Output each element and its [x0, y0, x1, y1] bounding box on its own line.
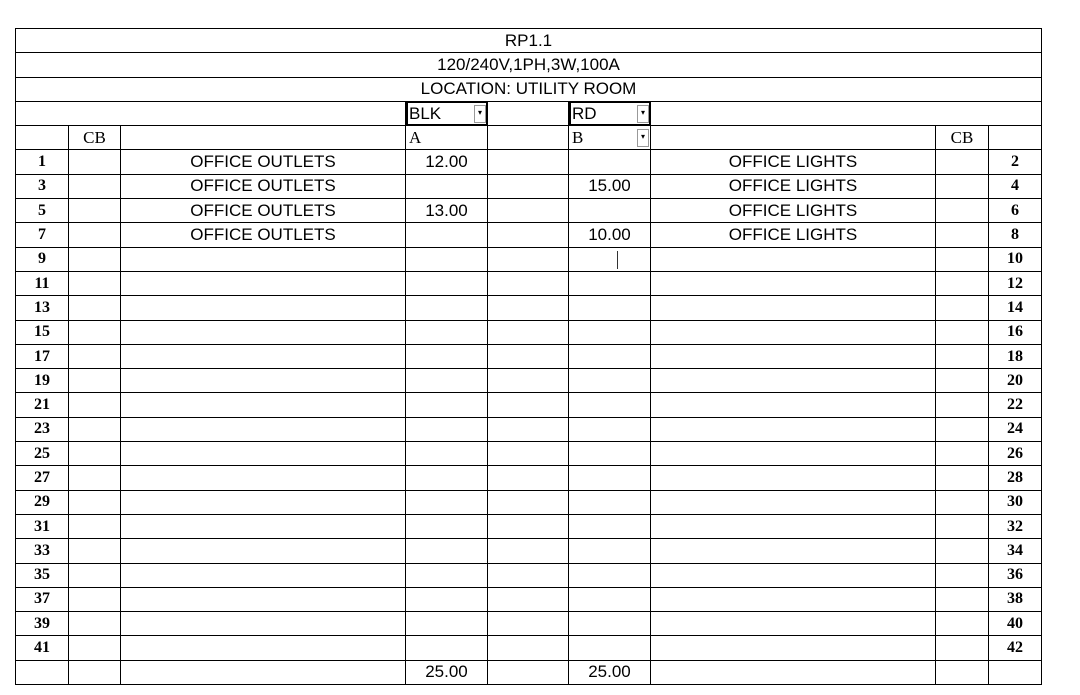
load-phase-b-cell[interactable]	[569, 442, 651, 466]
circuit-description-right[interactable]	[651, 417, 936, 441]
circuit-description-right[interactable]	[651, 563, 936, 587]
empty-cell[interactable]	[936, 660, 989, 684]
dropdown-arrow-icon[interactable]: ▾	[637, 105, 649, 123]
empty-cell[interactable]	[488, 563, 569, 587]
empty-cell[interactable]	[16, 101, 406, 125]
circuit-row	[16, 612, 1042, 636]
circuit-description-right[interactable]	[651, 296, 936, 320]
circuit-description-left[interactable]	[121, 296, 406, 320]
circuit-number-right[interactable]: 8	[989, 223, 1042, 247]
circuit-description-left[interactable]	[121, 393, 406, 417]
load-phase-a-cell[interactable]	[406, 344, 488, 368]
circuit-number-left[interactable]: 31	[16, 514, 69, 538]
empty-cell[interactable]	[121, 126, 406, 150]
load-phase-a-cell[interactable]	[406, 587, 488, 611]
circuit-number-right[interactable]: 28	[989, 466, 1042, 490]
cb-cell-left[interactable]	[69, 612, 121, 636]
load-phase-b-cell[interactable]	[569, 514, 651, 538]
cb-cell-right[interactable]	[936, 587, 989, 611]
circuit-description-right[interactable]	[651, 490, 936, 514]
circuit-row	[16, 247, 1042, 271]
panel-schedule-table	[15, 28, 1042, 685]
cb-cell-left[interactable]	[69, 417, 121, 441]
circuit-description-left[interactable]	[121, 563, 406, 587]
cb-cell-right[interactable]	[936, 296, 989, 320]
empty-cell[interactable]	[488, 442, 569, 466]
circuit-number-left[interactable]: 41	[16, 636, 69, 660]
cb-cell-right[interactable]	[936, 466, 989, 490]
circuit-number-right[interactable]: 10	[989, 247, 1042, 271]
empty-cell[interactable]	[69, 660, 121, 684]
cb-cell-left[interactable]	[69, 442, 121, 466]
circuit-description-left[interactable]	[121, 636, 406, 660]
load-phase-b-cell[interactable]	[569, 636, 651, 660]
circuit-number-right[interactable]: 42	[989, 636, 1042, 660]
circuit-description-right[interactable]: OFFICE LIGHTS	[651, 174, 936, 198]
load-phase-b-cell[interactable]	[569, 369, 651, 393]
load-phase-a-cell[interactable]	[406, 320, 488, 344]
cb-cell-left[interactable]	[69, 563, 121, 587]
load-phase-a-cell[interactable]	[406, 393, 488, 417]
phase-b-label: B	[572, 127, 584, 147]
empty-cell[interactable]	[989, 126, 1042, 150]
circuit-row	[16, 369, 1042, 393]
empty-cell[interactable]	[488, 612, 569, 636]
load-phase-b-cell[interactable]	[569, 563, 651, 587]
empty-cell[interactable]	[16, 126, 69, 150]
circuit-description-right[interactable]	[651, 466, 936, 490]
load-phase-b-cell[interactable]	[569, 271, 651, 295]
cb-cell-right[interactable]	[936, 174, 989, 198]
load-phase-a-cell[interactable]	[406, 539, 488, 563]
circuit-description-left[interactable]	[121, 539, 406, 563]
circuit-description-left[interactable]	[121, 490, 406, 514]
circuit-description-left[interactable]	[121, 271, 406, 295]
circuit-description-right[interactable]	[651, 320, 936, 344]
circuit-number-left[interactable]: 17	[16, 344, 69, 368]
totals-row	[16, 660, 1042, 684]
empty-cell[interactable]	[488, 466, 569, 490]
cb-header-right: CB	[936, 126, 989, 150]
circuit-number-left[interactable]: 7	[16, 223, 69, 247]
cb-cell-right[interactable]	[936, 150, 989, 174]
empty-cell[interactable]	[488, 150, 569, 174]
empty-cell[interactable]	[488, 296, 569, 320]
empty-cell[interactable]	[488, 247, 569, 271]
cb-cell-left[interactable]	[69, 344, 121, 368]
circuit-number-left[interactable]: 11	[16, 271, 69, 295]
load-phase-a-cell[interactable]	[406, 247, 488, 271]
load-phase-a-cell[interactable]: 12.00	[406, 150, 488, 174]
circuit-number-right[interactable]: 2	[989, 150, 1042, 174]
cb-cell-left[interactable]	[69, 393, 121, 417]
circuit-number-right[interactable]: 12	[989, 271, 1042, 295]
load-phase-b-cell[interactable]	[569, 247, 651, 271]
circuit-number-right[interactable]: 6	[989, 199, 1042, 223]
load-phase-a-cell[interactable]: 13.00	[406, 199, 488, 223]
empty-cell[interactable]	[16, 660, 69, 684]
empty-cell[interactable]	[651, 101, 1042, 125]
empty-cell[interactable]	[488, 636, 569, 660]
load-phase-a-cell[interactable]	[406, 466, 488, 490]
circuit-row	[16, 514, 1042, 538]
cb-cell-left[interactable]	[69, 320, 121, 344]
total-phase-b[interactable]: 25.00	[569, 660, 651, 684]
circuit-number-right[interactable]: 40	[989, 612, 1042, 636]
cb-cell-right[interactable]	[936, 320, 989, 344]
circuit-description-right[interactable]	[651, 344, 936, 368]
load-phase-a-cell[interactable]	[406, 612, 488, 636]
cb-cell-right[interactable]	[936, 199, 989, 223]
circuit-row	[16, 490, 1042, 514]
circuit-description-left[interactable]	[121, 612, 406, 636]
empty-cell[interactable]	[651, 126, 936, 150]
empty-cell[interactable]	[488, 174, 569, 198]
empty-cell[interactable]	[488, 369, 569, 393]
cb-cell-left[interactable]	[69, 636, 121, 660]
cb-cell-left[interactable]	[69, 514, 121, 538]
circuit-row	[16, 417, 1042, 441]
cb-cell-right[interactable]	[936, 417, 989, 441]
circuit-number-right[interactable]: 4	[989, 174, 1042, 198]
circuit-description-left[interactable]	[121, 442, 406, 466]
load-phase-b-cell[interactable]	[569, 344, 651, 368]
panel-location-cell[interactable]: LOCATION: UTILITY ROOM	[16, 77, 1042, 101]
circuit-number-right[interactable]: 38	[989, 587, 1042, 611]
circuit-description-left[interactable]	[121, 369, 406, 393]
circuit-row	[16, 150, 1042, 174]
cb-cell-right[interactable]	[936, 369, 989, 393]
circuit-number-left[interactable]: 33	[16, 539, 69, 563]
circuit-number-right[interactable]: 30	[989, 490, 1042, 514]
cb-cell-left[interactable]	[69, 369, 121, 393]
empty-cell[interactable]	[121, 660, 406, 684]
circuit-number-right[interactable]: 34	[989, 539, 1042, 563]
load-phase-a-cell[interactable]	[406, 369, 488, 393]
circuit-row	[16, 223, 1042, 247]
cb-cell-left[interactable]	[69, 223, 121, 247]
panel-rating-cell[interactable]: 120/240V,1PH,3W,100A	[16, 53, 1042, 77]
dropdown-arrow-icon[interactable]: ▾	[474, 105, 486, 123]
empty-cell[interactable]	[488, 587, 569, 611]
circuit-row	[16, 199, 1042, 223]
circuit-description-left[interactable]	[121, 320, 406, 344]
cb-cell-left[interactable]	[69, 587, 121, 611]
circuit-row	[16, 271, 1042, 295]
load-phase-b-cell[interactable]	[569, 150, 651, 174]
load-phase-b-cell[interactable]	[569, 466, 651, 490]
circuit-number-right[interactable]: 14	[989, 296, 1042, 320]
load-phase-b-cell[interactable]	[569, 612, 651, 636]
phase-a-color-dropdown[interactable]	[406, 101, 488, 125]
circuit-number-left[interactable]: 25	[16, 442, 69, 466]
circuit-description-right[interactable]	[651, 247, 936, 271]
cb-cell-left[interactable]	[69, 271, 121, 295]
cb-cell-left[interactable]	[69, 490, 121, 514]
circuit-number-right[interactable]: 24	[989, 417, 1042, 441]
circuit-description-left[interactable]	[121, 247, 406, 271]
load-phase-b-cell[interactable]	[569, 320, 651, 344]
circuit-row	[16, 636, 1042, 660]
circuit-number-right[interactable]: 36	[989, 563, 1042, 587]
circuit-description-left[interactable]: OFFICE OUTLETS	[121, 223, 406, 247]
circuit-number-left[interactable]: 15	[16, 320, 69, 344]
circuit-row	[16, 344, 1042, 368]
circuit-description-right[interactable]	[651, 271, 936, 295]
empty-cell[interactable]	[488, 539, 569, 563]
load-phase-b-cell[interactable]	[569, 199, 651, 223]
empty-cell[interactable]	[488, 393, 569, 417]
empty-cell[interactable]	[488, 126, 569, 150]
load-phase-a-cell[interactable]	[406, 514, 488, 538]
circuit-number-left[interactable]: 35	[16, 563, 69, 587]
load-phase-a-cell[interactable]	[406, 174, 488, 198]
cb-cell-left[interactable]	[69, 539, 121, 563]
load-phase-a-cell[interactable]	[406, 223, 488, 247]
cb-cell-right[interactable]	[936, 344, 989, 368]
load-phase-b-cell[interactable]	[569, 296, 651, 320]
cb-cell-right[interactable]	[936, 539, 989, 563]
circuit-number-right[interactable]: 32	[989, 514, 1042, 538]
load-phase-b-cell[interactable]	[569, 539, 651, 563]
circuit-number-left[interactable]: 39	[16, 612, 69, 636]
circuit-number-right[interactable]: 22	[989, 393, 1042, 417]
load-phase-b-cell[interactable]	[569, 393, 651, 417]
circuit-number-right[interactable]: 18	[989, 344, 1042, 368]
circuit-description-left[interactable]: OFFICE OUTLETS	[121, 150, 406, 174]
circuit-description-right[interactable]	[651, 636, 936, 660]
circuit-number-left[interactable]: 27	[16, 466, 69, 490]
empty-cell[interactable]	[488, 101, 569, 125]
cb-cell-right[interactable]	[936, 247, 989, 271]
load-phase-b-cell[interactable]: 10.00	[569, 223, 651, 247]
circuit-number-left[interactable]: 37	[16, 587, 69, 611]
circuit-description-right[interactable]	[651, 514, 936, 538]
phase-b-color-dropdown[interactable]	[569, 101, 651, 125]
circuit-description-right[interactable]	[651, 587, 936, 611]
circuit-description-left[interactable]	[121, 587, 406, 611]
total-phase-a[interactable]: 25.00	[406, 660, 488, 684]
empty-cell[interactable]	[989, 660, 1042, 684]
circuit-row	[16, 442, 1042, 466]
load-phase-a-cell[interactable]	[406, 417, 488, 441]
text-cursor	[617, 251, 618, 269]
phase-b-dropdown[interactable]	[569, 126, 651, 150]
load-phase-b-cell[interactable]: 15.00	[569, 174, 651, 198]
phase-a-color-value: BLK	[409, 103, 442, 123]
circuit-row	[16, 587, 1042, 611]
circuit-description-right[interactable]	[651, 612, 936, 636]
circuit-number-right[interactable]: 16	[989, 320, 1042, 344]
circuit-description-right[interactable]: OFFICE LIGHTS	[651, 223, 936, 247]
load-phase-a-cell[interactable]	[406, 442, 488, 466]
circuit-row	[16, 563, 1042, 587]
circuit-number-left[interactable]: 9	[16, 247, 69, 271]
cb-cell-left[interactable]	[69, 296, 121, 320]
cb-cell-right[interactable]	[936, 442, 989, 466]
cb-cell-right[interactable]	[936, 563, 989, 587]
empty-cell[interactable]	[651, 660, 936, 684]
load-phase-a-cell[interactable]	[406, 271, 488, 295]
cb-cell-right[interactable]	[936, 490, 989, 514]
empty-cell[interactable]	[488, 490, 569, 514]
circuit-description-right[interactable]	[651, 539, 936, 563]
dropdown-arrow-icon[interactable]: ▾	[637, 129, 649, 147]
empty-cell[interactable]	[488, 271, 569, 295]
circuit-number-left[interactable]: 21	[16, 393, 69, 417]
empty-cell[interactable]	[488, 514, 569, 538]
circuit-description-right[interactable]	[651, 442, 936, 466]
empty-cell[interactable]	[488, 223, 569, 247]
load-phase-a-cell[interactable]	[406, 636, 488, 660]
empty-cell[interactable]	[488, 199, 569, 223]
cb-cell-left[interactable]	[69, 199, 121, 223]
load-phase-a-cell[interactable]	[406, 296, 488, 320]
cb-cell-left[interactable]	[69, 247, 121, 271]
circuit-description-left[interactable]	[121, 514, 406, 538]
cb-cell-right[interactable]	[936, 393, 989, 417]
circuit-row	[16, 393, 1042, 417]
circuit-row	[16, 174, 1042, 198]
circuit-description-left[interactable]: OFFICE OUTLETS	[121, 174, 406, 198]
cb-cell-right[interactable]	[936, 612, 989, 636]
load-phase-b-cell[interactable]	[569, 587, 651, 611]
empty-cell[interactable]	[488, 344, 569, 368]
empty-cell[interactable]	[488, 320, 569, 344]
cb-cell-left[interactable]	[69, 150, 121, 174]
circuit-description-right[interactable]	[651, 369, 936, 393]
load-phase-a-cell[interactable]	[406, 490, 488, 514]
circuit-number-left[interactable]: 29	[16, 490, 69, 514]
circuit-row	[16, 539, 1042, 563]
circuit-number-left[interactable]: 5	[16, 199, 69, 223]
circuit-description-right[interactable]	[651, 393, 936, 417]
circuit-number-right[interactable]: 20	[989, 369, 1042, 393]
circuit-row	[16, 320, 1042, 344]
circuit-number-right[interactable]: 26	[989, 442, 1042, 466]
circuit-number-left[interactable]: 3	[16, 174, 69, 198]
circuit-number-left[interactable]: 19	[16, 369, 69, 393]
empty-cell[interactable]	[488, 660, 569, 684]
load-phase-b-cell[interactable]	[569, 490, 651, 514]
cb-cell-left[interactable]	[69, 466, 121, 490]
circuit-description-left[interactable]	[121, 344, 406, 368]
load-phase-a-cell[interactable]	[406, 563, 488, 587]
circuit-description-left[interactable]	[121, 466, 406, 490]
circuit-description-left[interactable]	[121, 417, 406, 441]
cb-cell-right[interactable]	[936, 514, 989, 538]
load-phase-b-cell[interactable]	[569, 417, 651, 441]
cb-cell-left[interactable]	[69, 174, 121, 198]
cb-cell-right[interactable]	[936, 271, 989, 295]
circuit-number-left[interactable]: 1	[16, 150, 69, 174]
circuit-number-left[interactable]: 13	[16, 296, 69, 320]
phase-a-label[interactable]: A	[406, 126, 488, 150]
cb-cell-right[interactable]	[936, 636, 989, 660]
phase-b-color-value: RD	[572, 103, 597, 123]
empty-cell[interactable]	[488, 417, 569, 441]
circuit-description-right[interactable]: OFFICE LIGHTS	[651, 199, 936, 223]
cb-cell-right[interactable]	[936, 223, 989, 247]
circuit-row	[16, 466, 1042, 490]
circuit-number-left[interactable]: 23	[16, 417, 69, 441]
circuit-description-right[interactable]: OFFICE LIGHTS	[651, 150, 936, 174]
cb-header-left: CB	[69, 126, 121, 150]
panel-name-cell[interactable]: RP1.1	[16, 29, 1042, 53]
circuit-description-left[interactable]: OFFICE OUTLETS	[121, 199, 406, 223]
circuit-row	[16, 296, 1042, 320]
